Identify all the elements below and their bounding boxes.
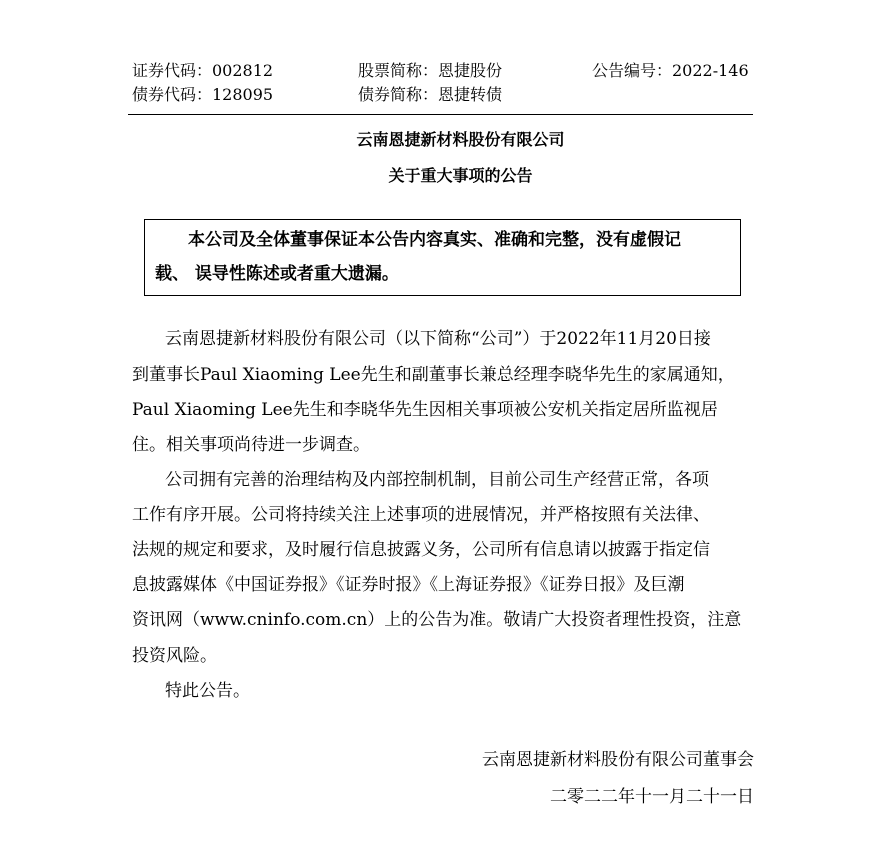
bond-code: 债券代码：128095 — [132, 85, 274, 104]
notice-line-2: 载、 误导性陈述或者重大遗漏。 — [155, 264, 399, 284]
bond-short-name: 债券简称：恩捷转债 — [358, 85, 503, 104]
company-title: 云南恩捷新材料股份有限公司 — [356, 130, 565, 149]
paragraph-1-line-2: 到董事长Paul Xiaoming Lee先生和副董事长兼总经理李晓华先生的家属通知， — [132, 365, 735, 385]
paragraph-2-line-3: 法规的规定和要求，及时履行信息披露义务，公司所有信息请以披露于指定信 — [132, 540, 710, 560]
stock-short-name: 股票简称：恩捷股份 — [358, 61, 503, 80]
announcement-number: 公告编号：2022-146 — [592, 61, 749, 80]
paragraph-1-line-3: Paul Xiaoming Lee先生和李晓华先生因相关事项被公安机关指定居所监视居 — [132, 400, 718, 420]
signature-board: 云南恩捷新材料股份有限公司董事会 — [482, 750, 754, 770]
paragraph-2-line-2: 工作有序开展。公司将持续关注上述事项的进展情况，并严格按照有关法律、 — [132, 505, 710, 525]
paragraph-2-line-1: 公司拥有完善的治理结构及内部控制机制，目前公司生产经营正常，各项 — [165, 470, 709, 490]
notice-line-1: 本公司及全体董事保证本公告内容真实、准确和完整，没有虚假记 — [188, 230, 681, 250]
board-guarantee-notice — [144, 219, 741, 296]
paragraph-1-line-4: 住。相关事项尚待进一步调查。 — [132, 435, 370, 455]
paragraph-2-line-4: 息披露媒体《中国证券报》《证券时报》《上海证券报》《证券日报》及巨潮 — [132, 575, 685, 595]
security-code: 证券代码：002812 — [132, 61, 274, 80]
paragraph-2-line-6: 投资风险。 — [132, 646, 217, 666]
closing-statement: 特此公告。 — [165, 681, 250, 701]
paragraph-1-line-1: 云南恩捷新材料股份有限公司（以下简称“公司”）于2022年11月20日接 — [165, 329, 711, 349]
paragraph-2-line-5: 资讯网（www.cninfo.com.cn）上的公告为准。敬请广大投资者理性投资，注意 — [132, 610, 742, 630]
header-divider — [128, 114, 753, 115]
announcement-title: 关于重大事项的公告 — [388, 166, 533, 185]
signature-date: 二零二二年十一月二十一日 — [550, 787, 754, 807]
